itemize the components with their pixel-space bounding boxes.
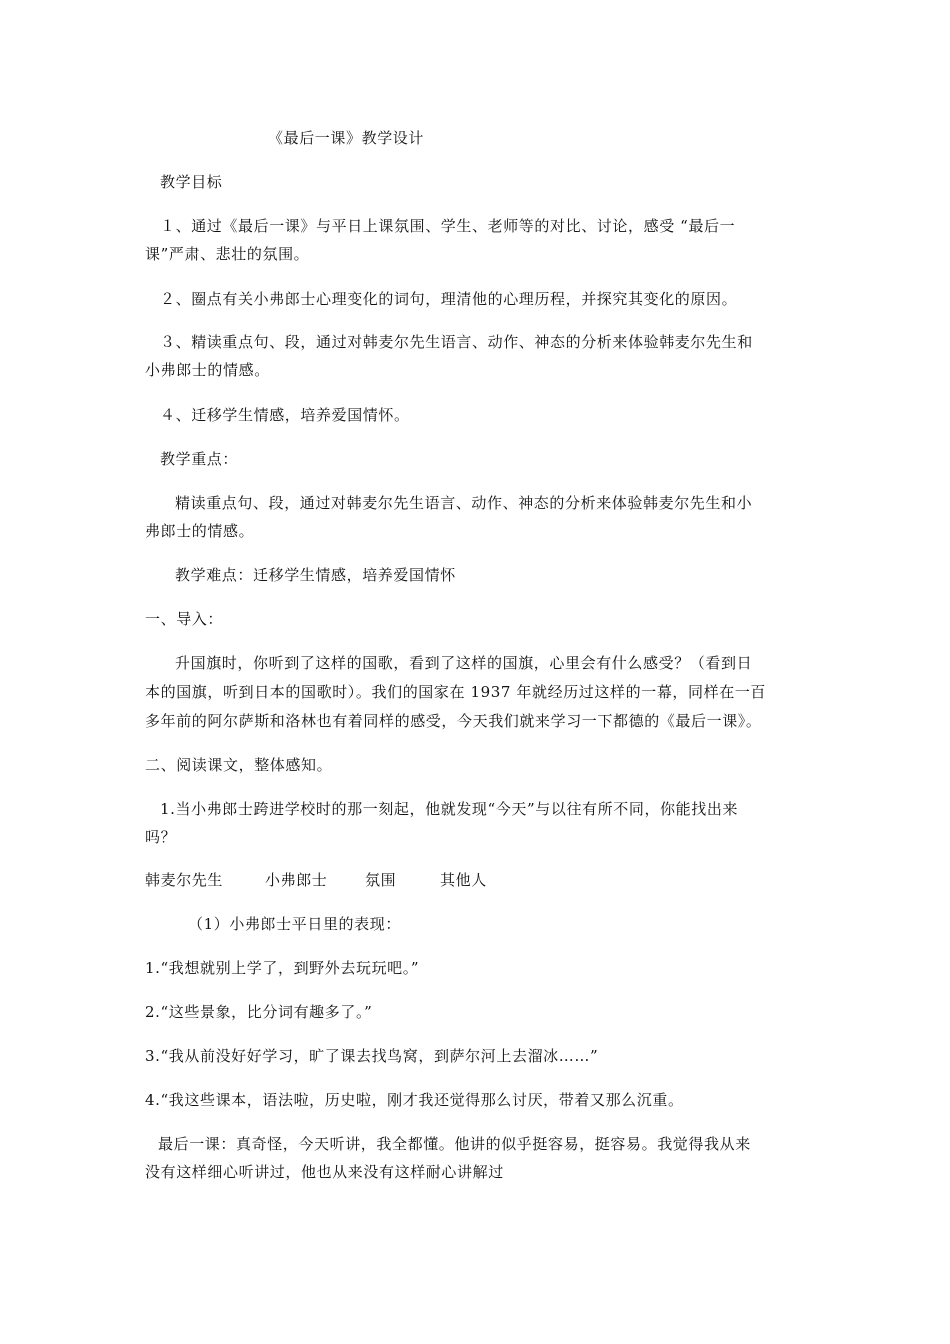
comparison-columns [145, 871, 487, 889]
quote-3: 3.“我从前没好好学习，旷了课去找鸟窝，到萨尔河上去溜冰……” [145, 1047, 599, 1065]
sub-heading-1: （1）小弗郎士平日里的表现： [188, 915, 401, 933]
last-lesson-line-1: 最后一课：真奇怪，今天听讲，我全都懂。他讲的似乎挺容易，挺容易。我觉得我从来 [158, 1135, 751, 1153]
quote-1: 1.“我想就别上学了，到野外去玩玩吧。” [145, 959, 420, 977]
key-points-line-2: 弗郎士的情感。 [145, 522, 255, 540]
difficulty-line: 教学难点：迁移学生情感，培养爱国情怀 [175, 566, 456, 584]
question-1-line-2: 吗？ [145, 828, 177, 846]
section-heading-intro: 一、导入： [145, 610, 224, 628]
quote-4: 4.“我这些课本，语法啦，历史啦，刚才我还觉得那么讨厌，带着又那么沉重。 [145, 1091, 684, 1109]
goal-4: ４、迁移学生情感，培养爱国情怀。 [160, 406, 410, 424]
section-heading-goals: 教学目标 [160, 173, 223, 191]
column-label-teacher: 韩麦尔先生 [145, 871, 224, 889]
intro-line-3: 多年前的阿尔萨斯和洛林也有着同样的感受，今天我们就来学习一下都德的《最后一课》。 [145, 712, 762, 730]
intro-line-1: 升国旗时，你听到了这样的国歌，看到了这样的国旗，心里会有什么感受？（看到日 [175, 654, 753, 672]
goal-1-line-2: 课”严肃、悲壮的氛围。 [145, 245, 310, 263]
column-label-franz: 小弗郎士 [265, 871, 328, 889]
document-title: 《最后一课》教学设计 [268, 129, 425, 147]
intro-line-2: 本的国旗，听到日本的国歌时）。我们的国家在 1937 年就经历过这样的一幕，同样在一百 [145, 683, 767, 701]
column-label-atmosphere: 氛围 [365, 871, 397, 889]
column-label-others: 其他人 [440, 871, 487, 889]
section-heading-reading: 二、阅读课文，整体感知。 [145, 756, 333, 774]
question-1-line-1: 1.当小弗郎士跨进学校时的那一刻起，他就发现“今天”与以往有所不同，你能找出来 [160, 800, 739, 818]
goal-3-line-1: ３、精读重点句、段，通过对韩麦尔先生语言、动作、神态的分析来体验韩麦尔先生和 [160, 333, 753, 351]
last-lesson-line-2: 没有这样细心听讲过，他也从来没有这样耐心讲解过 [145, 1163, 504, 1181]
quote-2: 2.“这些景象，比分词有趣多了。” [145, 1003, 373, 1021]
section-heading-key-points: 教学重点： [160, 450, 239, 468]
goal-3-line-2: 小弗郎士的情感。 [145, 361, 270, 379]
goal-2: ２、圈点有关小弗郎士心理变化的词句，理清他的心理历程，并探究其变化的原因。 [160, 290, 738, 308]
key-points-line-1: 精读重点句、段，通过对韩麦尔先生语言、动作、神态的分析来体验韩麦尔先生和小 [175, 494, 753, 512]
goal-1-line-1: １、通过《最后一课》与平日上课氛围、学生、老师等的对比、讨论，感受 “最后一 [160, 217, 736, 235]
